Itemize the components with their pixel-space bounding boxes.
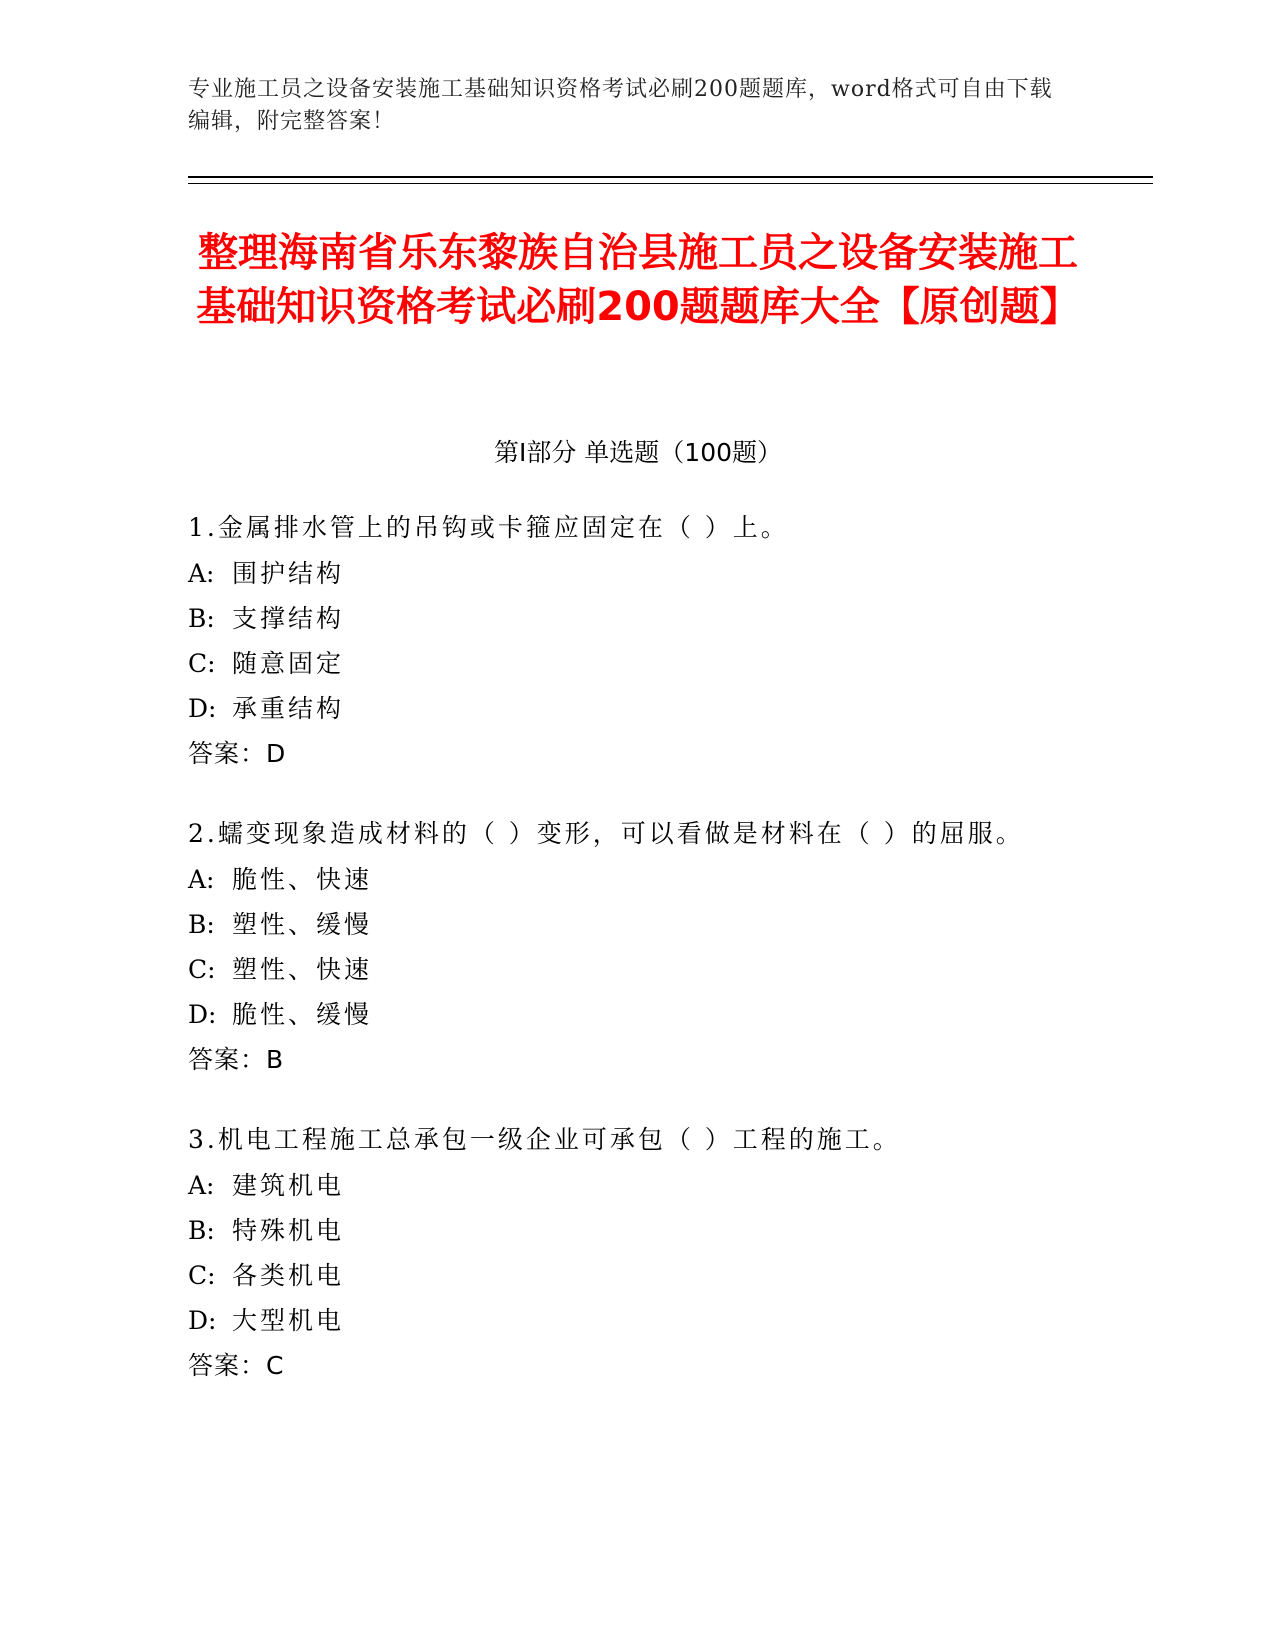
option-c: [188, 947, 1138, 992]
option-text: 随意固定: [232, 649, 345, 678]
option-text: 脆性、缓慢: [232, 1000, 373, 1029]
option-b: [188, 902, 1138, 947]
option-c: [188, 1253, 1138, 1298]
option-letter: B:: [188, 1216, 215, 1245]
option-letter: B:: [188, 910, 215, 939]
answer-line: 答案：C: [188, 1351, 285, 1380]
header-note: 专业施工员之设备安装施工基础知识资格考试必刷200题题库，word格式可自由下载编辑，附完整答案！: [188, 77, 1053, 134]
section-title: 第Ⅰ部分 单选题（100题）: [493, 438, 783, 467]
option-letter: B:: [188, 604, 215, 633]
option-letter: D:: [188, 1000, 217, 1029]
option-text: 建筑机电: [232, 1171, 345, 1200]
option-text: 支撑结构: [232, 604, 345, 633]
question-1: [188, 505, 1138, 777]
option-letter: D:: [188, 1306, 217, 1335]
option-letter: D:: [188, 694, 217, 723]
option-text: 塑性、快速: [232, 955, 373, 984]
question-2: [188, 811, 1138, 1083]
document-title: 整理海南省乐东黎族自治县施工员之设备安装施工基础知识资格考试必刷200题题库大全【原创题】: [196, 230, 1080, 330]
option-d: [188, 992, 1138, 1037]
option-d: [188, 686, 1138, 731]
option-c: [188, 641, 1138, 686]
option-text: 特殊机电: [232, 1216, 345, 1245]
question-stem: 3.机电工程施工总承包一级企业可承包（ ）工程的施工。: [188, 1125, 901, 1154]
option-a: [188, 1163, 1138, 1208]
answer-line: 答案：D: [188, 739, 287, 768]
option-text: 承重结构: [232, 694, 345, 723]
option-a: [188, 857, 1138, 902]
option-letter: C:: [188, 649, 216, 678]
option-text: 脆性、快速: [232, 865, 373, 894]
option-letter: C:: [188, 1261, 216, 1290]
question-3: [188, 1117, 1138, 1389]
option-a: [188, 551, 1138, 596]
option-letter: C:: [188, 955, 216, 984]
question-stem: 1.金属排水管上的吊钩或卡箍应固定在（ ）上。: [188, 513, 789, 542]
header-divider-thin: [188, 183, 1153, 184]
option-b: [188, 1208, 1138, 1253]
answer-line: 答案：B: [188, 1045, 285, 1074]
option-text: 塑性、缓慢: [232, 910, 373, 939]
option-letter: A:: [188, 865, 215, 894]
option-b: [188, 596, 1138, 641]
question-stem: 2.蠕变现象造成材料的（ ）变形，可以看做是材料在（ ）的屈服。: [188, 819, 1024, 848]
option-text: 围护结构: [232, 559, 345, 588]
option-text: 各类机电: [232, 1261, 345, 1290]
header-divider-thick: [188, 176, 1153, 178]
option-letter: A:: [188, 559, 215, 588]
option-d: [188, 1298, 1138, 1343]
option-text: 大型机电: [232, 1306, 345, 1335]
option-letter: A:: [188, 1171, 215, 1200]
